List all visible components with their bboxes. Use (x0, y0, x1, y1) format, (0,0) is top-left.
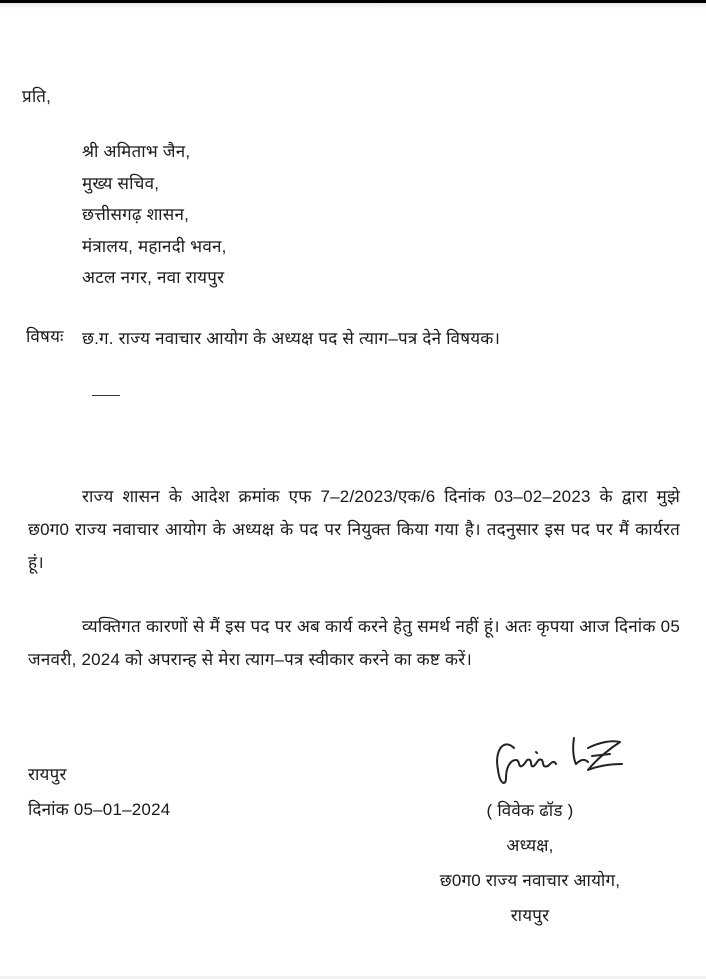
recipient-designation: मुख्य सचिव, (82, 173, 160, 193)
subject-underline-divider (92, 395, 120, 396)
body-paragraph-2-text: व्यक्तिगत कारणों से मैं इस पद पर अब कार्य करने हेतु समर्थ नहीं हूं। अतः कृपया आज दिनांक 05 जनवरी, 2024 को अपरान्ह से मेरा त्याग–पत्र स्वीकार करने का कष्ट करें। (28, 617, 680, 669)
body-paragraph-1-text: राज्य शासन के आदेश क्रमांक एफ 7–2/2023/एक/6 दिनांक 03–02–2023 के द्वारा मुझे छ0ग0 राज्य नवाचार आयोग के अध्यक्ष के पद पर नियुक्त किया गया है। तदनुसार इस पद पर मैं कार्यरत हूं। (28, 487, 680, 572)
recipient-government: छत्तीसगढ़ शासन, (82, 205, 190, 224)
recipient-city: अटल नगर, नवा रायपुर (82, 268, 225, 287)
subject-text: छ.ग. राज्य नवाचार आयोग के अध्यक्ष पद से त्याग–पत्र देने विषयक। (82, 329, 501, 348)
recipient-building: मंत्रालय, महानदी भवन, (82, 236, 227, 256)
signatory-name: ( विवेक ढॉड ) (486, 801, 574, 820)
subject-label: विषयः (26, 327, 64, 346)
salutation: प्रति, (22, 87, 52, 106)
signatory-city: रायपुर (510, 906, 550, 925)
signatory-designation: अध्यक्ष, (506, 836, 554, 855)
letter-date: दिनांक 05–01–2024 (28, 800, 171, 819)
signatory-block (360, 793, 700, 933)
body-paragraph-1 (28, 480, 680, 579)
place: रायपुर (28, 765, 67, 784)
body-paragraph-2 (28, 610, 680, 676)
recipient-address (82, 136, 227, 294)
signature-icon (492, 730, 632, 790)
signatory-organization: छ0ग0 राज्य नवाचार आयोग, (439, 871, 621, 890)
recipient-name: श्री अमिताभ जैन, (82, 142, 191, 161)
